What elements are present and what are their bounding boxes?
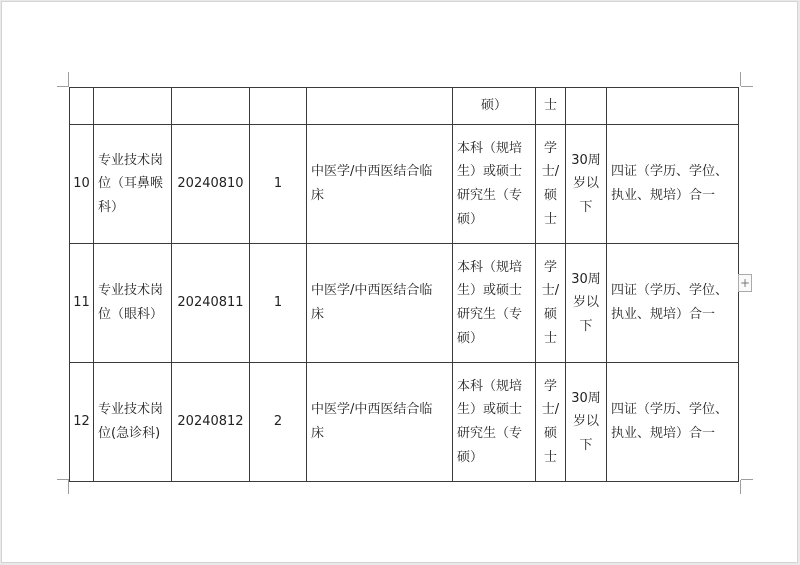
cell-age [566,363,607,482]
code-text: 20240810 [177,176,244,192]
cell-age [566,244,607,363]
cell-count [250,88,307,125]
table-row [70,363,739,482]
certificate-line: 四证（学历、学位、 [611,283,729,299]
age-line: 岁以 [572,176,599,192]
degree-line: 学 [543,259,557,275]
cell-education [453,363,536,482]
code-text: 20240812 [177,414,244,430]
degree-line: 硕 [543,426,557,441]
no-text: 12 [73,414,90,430]
cell-position [94,88,172,125]
position-line: 专业技术岗 [98,152,164,168]
degree-text: 士 [543,98,557,114]
no-text: 11 [73,295,90,311]
crop-mark-bottom-right-v [740,480,741,494]
crop-mark-bottom-right-h [741,479,753,480]
education-line: 生）或硕士 [457,283,523,299]
major-line: 床 [311,307,325,322]
major-line: 中医学/中西医结合临 [311,164,433,180]
degree-line: 学 [543,140,557,156]
cell-position [94,244,172,363]
cell-position [94,363,172,482]
position-line: 专业技术岗 [98,283,164,299]
education-line: 硕） [457,211,484,227]
no-text: 10 [73,176,90,192]
position-line: 位（眼科） [98,307,164,322]
cell-no [70,363,94,482]
count-text: 1 [273,295,283,311]
crop-mark-top-left-v [68,72,69,86]
age-line: 岁以 [572,414,599,430]
education-line: 硕） [457,330,484,346]
certificate-line: 四证（学历、学位、 [611,164,729,180]
certificate-line: 四证（学历、学位、 [611,402,729,418]
cell-code [172,88,250,125]
cell-count [250,363,307,482]
cell-major [307,88,453,125]
cell-degree [536,88,566,125]
education-line: 生）或硕士 [457,402,523,418]
crop-mark-top-right-h [741,86,753,87]
cell-age [566,88,607,125]
age-line: 下 [579,199,593,215]
cell-no [70,244,94,363]
age-line: 下 [579,318,593,334]
major-line: 中医学/中西医结合临 [311,402,433,418]
position-line: 专业技术岗 [98,402,164,418]
age-line: 30周 [571,152,601,168]
education-line: 本科（规培 [457,378,523,394]
degree-line: 士 [543,330,557,346]
degree-line: 士/ [541,402,560,418]
cell-no [70,88,94,125]
cell-certificate [607,363,739,482]
major-line: 床 [311,188,325,203]
position-line: 位(急诊科) [98,426,161,441]
age-line: 30周 [571,390,601,406]
cell-education [453,125,536,244]
age-line: 下 [579,437,593,453]
education-line: 硕） [457,449,484,465]
major-line: 中医学/中西医结合临 [311,283,433,299]
document-page [1,1,798,563]
age-line: 岁以 [572,295,599,311]
degree-line: 硕 [543,307,557,322]
certificate-line: 执业、规培）合一 [611,307,716,322]
education-line: 研究生（专 [457,188,523,203]
cell-degree [536,363,566,482]
certificate-line: 执业、规培）合一 [611,188,716,203]
education-line: 本科（规培 [457,259,523,275]
crop-mark-bottom-left-v [68,480,69,494]
cell-no [70,125,94,244]
cell-education [453,244,536,363]
major-line: 床 [311,426,325,441]
education-text: 硕） [480,98,507,114]
cell-major [307,363,453,482]
count-text: 2 [273,414,283,430]
cell-degree [536,244,566,363]
code-text: 20240811 [177,295,244,311]
cell-code [172,244,250,363]
position-line: 位（耳鼻喉 [98,176,164,192]
table-row-continued [70,88,739,125]
recruitment-table [69,87,739,482]
education-line: 生）或硕士 [457,164,523,180]
degree-line: 士/ [541,164,560,180]
cell-major [307,125,453,244]
cell-code [172,125,250,244]
add-row-button[interactable]: + [739,276,751,290]
cell-count [250,125,307,244]
cell-position [94,125,172,244]
table-row [70,125,739,244]
degree-line: 士 [543,211,557,227]
table-row [70,244,739,363]
education-line: 本科（规培 [457,140,523,156]
cell-age [566,125,607,244]
age-line: 30周 [571,271,601,287]
crop-mark-top-right-v [740,72,741,86]
cell-certificate [607,88,739,125]
cell-certificate [607,125,739,244]
degree-line: 硕 [543,188,557,203]
certificate-line: 执业、规培）合一 [611,426,716,441]
cell-certificate [607,244,739,363]
crop-mark-top-left-h [57,86,69,87]
cell-major [307,244,453,363]
cell-degree [536,125,566,244]
degree-line: 士/ [541,283,560,299]
education-line: 研究生（专 [457,426,523,441]
cell-code [172,363,250,482]
cell-education [453,88,536,125]
cell-count [250,244,307,363]
position-line: 科） [98,199,125,215]
degree-line: 学 [543,378,557,394]
degree-line: 士 [543,449,557,465]
count-text: 1 [273,176,283,192]
education-line: 研究生（专 [457,307,523,322]
